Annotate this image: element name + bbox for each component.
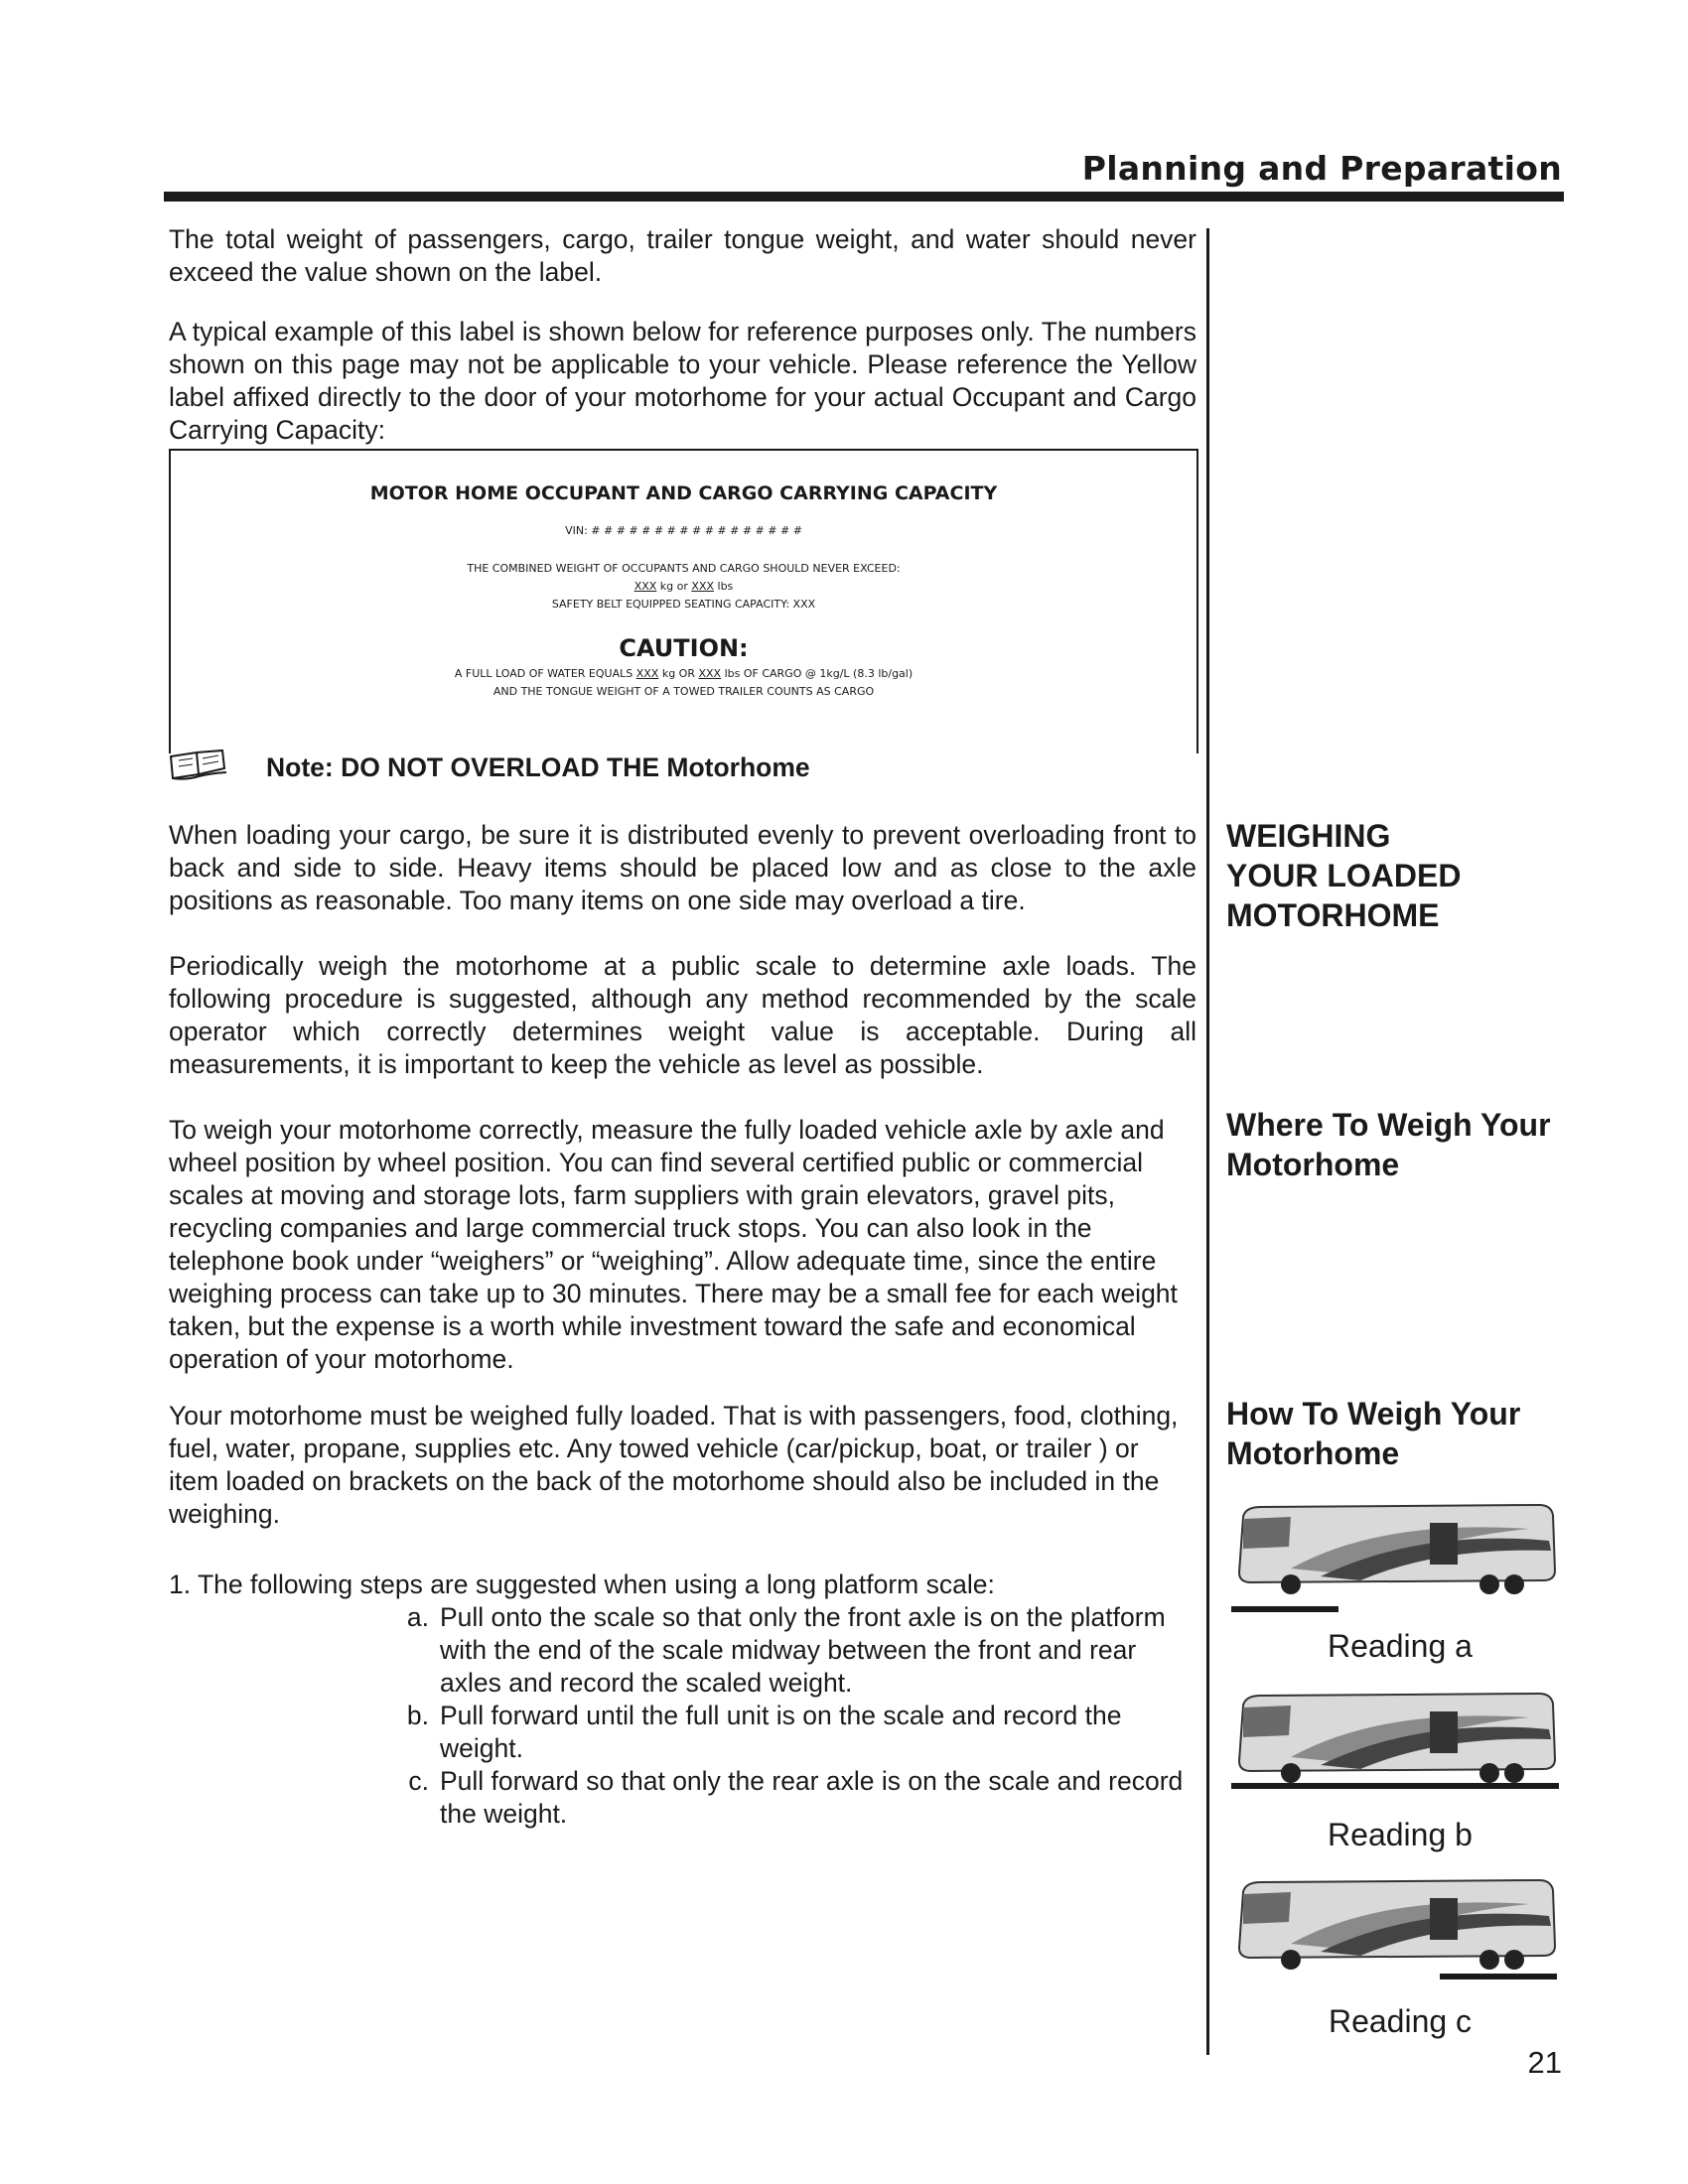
sidebar-heading-how [1226, 1394, 1574, 1473]
step-b-text: Pull forward until the full unit is on the scale and record the weight. [440, 1701, 1122, 1763]
step-b-letter: b. [406, 1701, 429, 1730]
label-water-lbs: XXX [698, 667, 722, 680]
label-kg-value: XXX [633, 580, 657, 593]
reading-c-caption: Reading c [1328, 2003, 1473, 2039]
open-book-icon [167, 747, 230, 782]
label-lbs-value: XXX [691, 580, 715, 593]
step-c-text: Pull forward so that only the rear axle is on the scale and record the weight. [440, 1766, 1184, 1829]
label-seating-capacity: SAFETY BELT EQUIPPED SEATING CAPACITY: XXX [551, 598, 816, 611]
column-divider [1206, 228, 1209, 2055]
page-number: 21 [1527, 2045, 1562, 2080]
reading-a-caption: Reading a [1328, 1628, 1473, 1664]
sidebar-heading-how-line2: Motorhome [1226, 1435, 1400, 1471]
label-lbs-unit: lbs [714, 580, 734, 593]
steps-intro: 1. The following steps are suggested when using a long platform scale: [169, 1570, 995, 1599]
label-water-text-b: kg OR [658, 667, 699, 680]
label-water-load [171, 667, 1196, 680]
note-overload-warning: Note: DO NOT OVERLOAD THE Motorhome [266, 752, 810, 782]
label-water-text-c: lbs OF CARGO @ 1kg/L (8.3 lb/gal) [721, 667, 914, 680]
step-c-letter: c. [408, 1766, 429, 1796]
paragraph-total-weight: The total weight of passengers, cargo, trailer tongue weight, and water should never exceed the value shown on the label. [169, 224, 1196, 287]
label-water-text-a: A FULL LOAD OF WATER EQUALS [454, 667, 636, 680]
label-weight-limit [171, 580, 1196, 593]
page-section-title: Planning and Preparation [1081, 149, 1562, 188]
step-a-letter: a. [406, 1602, 429, 1632]
sidebar-heading-how-line1: How To Weigh Your [1226, 1396, 1521, 1432]
label-water-kg: XXX [635, 667, 659, 680]
paragraph-weigh-fully-loaded: Your motorhome must be weighed fully loaded. That is with passengers, food, clothing, fuel, water, propane, supplies etc. Any towed vehicle (car/pickup, boat, or trailer ) or item loaded on brackets on the back of the motorhome should also be included in the weighing. [169, 1401, 1179, 1529]
motorhome-reading-b-image [1231, 1688, 1559, 1802]
sidebar-heading-weighing [1226, 816, 1574, 935]
label-vin: VIN: # # # # # # # # # # # # # # # # # [565, 524, 802, 537]
paragraph-typical-label: A typical example of this label is shown below for reference purposes only. The numbers shown on this page may not be applicable to your vehicle. Please reference the Yellow label affixed directly to the door of your motorhome for your actual Occupant and Cargo Carrying Capacity: [169, 317, 1196, 445]
motorhome-reading-a-image [1231, 1499, 1559, 1613]
sidebar-heading-weighing-line2: YOUR LOADED [1226, 858, 1462, 893]
paragraph-cargo-distribution: When loading your cargo, be sure it is distributed evenly to prevent overloading front to back and side to side. Heavy items should be placed low and as close to the axle positions as reasonable. Too many items on one side may overload a tire. [169, 820, 1196, 915]
capacity-label-example [169, 449, 1198, 753]
paragraph-periodic-weigh: Periodically weigh the motorhome at a public scale to determine axle loads. The following procedure is suggested, although any method recommended by the scale operator which correctly determines weight value is acceptable. During all measurements, it is important to keep the vehicle as level as possible. [169, 951, 1196, 1079]
label-title: MOTOR HOME OCCUPANT AND CARGO CARRYING CAPACITY [369, 482, 998, 504]
sidebar-heading-weighing-line3: MOTORHOME [1226, 897, 1440, 933]
sidebar-heading-where-line2: Motorhome [1226, 1147, 1400, 1182]
paragraph-weigh-correctly: To weigh your motorhome correctly, measure the fully loaded vehicle axle by axle and wheel position by wheel position. You can find several certified public or commercial scales at moving and storage lots, farm suppliers with grain elevators, gravel pits, recycling companies and large commercial truck stops. You can also look in the telephone book under “weighers” or “weighing”. Allow adequate time, since the entire weighing process can take up to 30 minutes. There may be a small fee for each weight taken, but the expense is a worth while investment toward the safe and economical operation of your motorhome. [169, 1115, 1178, 1374]
sidebar-heading-weighing-line1: WEIGHING [1226, 818, 1391, 854]
sidebar-heading-where [1226, 1105, 1574, 1184]
motorhome-reading-c-image [1231, 1874, 1559, 1988]
step-a-text: Pull onto the scale so that only the front axle is on the platform with the end of the scale midway between the front and rear axles and record the scaled weight. [440, 1602, 1166, 1698]
sidebar-heading-where-line1: Where To Weigh Your [1226, 1107, 1551, 1143]
reading-b-caption: Reading b [1328, 1817, 1473, 1852]
label-tongue-weight: AND THE TONGUE WEIGHT OF A TOWED TRAILER COUNTS AS CARGO [492, 685, 875, 698]
label-caution: CAUTION: [619, 634, 749, 662]
label-kg-unit: kg or [656, 580, 692, 593]
header-rule [164, 192, 1564, 202]
label-combined-weight: THE COMBINED WEIGHT OF OCCUPANTS AND CARGO SHOULD NEVER EXCEED: [467, 562, 901, 575]
